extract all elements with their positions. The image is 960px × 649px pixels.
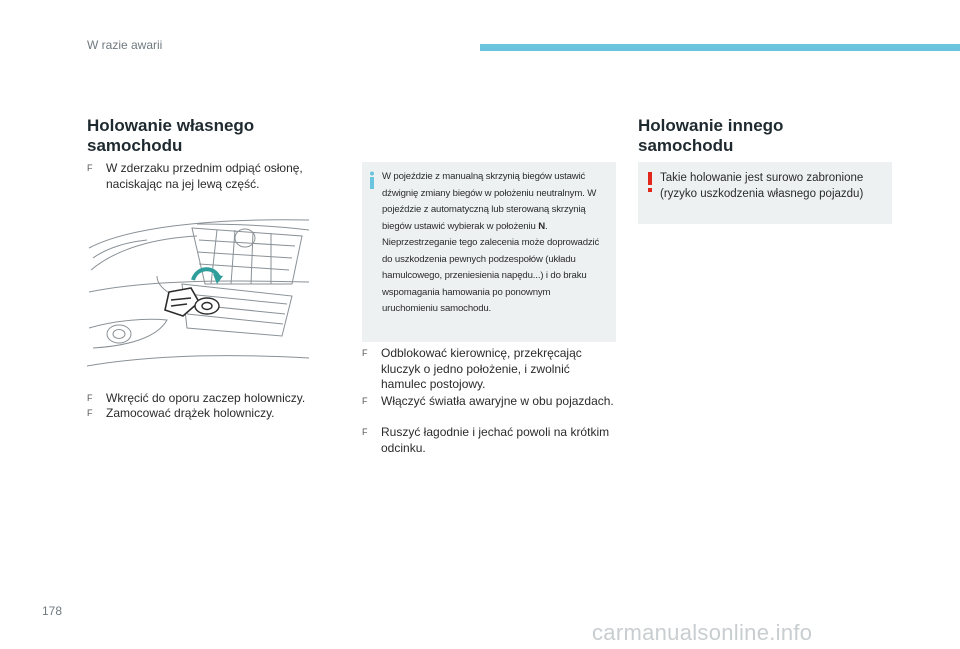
middle-step-3: F Ruszyć łagodnie i jechać powoli na krótkim odcinku. — [362, 425, 610, 455]
left-step-2: F Wkręcić do oporu zaczep holowniczy. — [87, 391, 306, 405]
info-note-box — [362, 162, 616, 342]
left-heading: Holowanie własnego samochodu — [87, 116, 255, 155]
middle-step-2: F Włączyć światła awaryjne w obu pojazdach. — [362, 394, 614, 408]
step-marker: F — [87, 393, 93, 403]
step-marker: F — [362, 348, 368, 358]
step-marker: F — [87, 163, 93, 173]
page-number: 178 — [42, 604, 63, 618]
exclamation-icon — [646, 172, 654, 192]
right-heading: Holowanie innego samochodu — [638, 116, 784, 155]
step-marker: F — [87, 408, 93, 418]
info-icon — [368, 171, 376, 189]
front-bumper-illustration — [87, 218, 309, 374]
info-note-text: W pojeździe z manualną skrzynią biegów ustawić dźwignię zmiany biegów w położeniu neutralnym. W pojeździe z automatyczną lub sterowaną skrzynią biegów ustawić wybierak w położeniu N. Nieprzestrzeganie tego zalecenia może doprowadzić do uszkodzenia pewnych podzespołów (układu hamulcowego, przeniesienia napędu...) i do braku wspomagania hamowania po ponownym uruchomieniu samochodu. — [382, 171, 600, 314]
left-step-3: F Zamocować drążek holowniczy. — [87, 406, 275, 420]
step-marker: F — [362, 427, 368, 437]
watermark: carmanualsonline.info — [592, 620, 813, 645]
warning-box — [638, 162, 892, 224]
middle-step-1: F Odblokować kierownicę, przekręcając kluczyk o jedno położenie, i zwolnić hamulec postojowy. — [362, 346, 582, 391]
left-step-1: F W zderzaku przednim odpiąć osłonę, naciskając na jej lewą część. — [87, 161, 303, 191]
warning-text: Takie holowanie jest surowo zabronione (ryzyko uszkodzenia własnego pojazdu) — [660, 172, 864, 200]
header-accent-bar — [480, 44, 960, 51]
section-title: W razie awarii — [87, 38, 163, 52]
step-marker: F — [362, 396, 368, 406]
